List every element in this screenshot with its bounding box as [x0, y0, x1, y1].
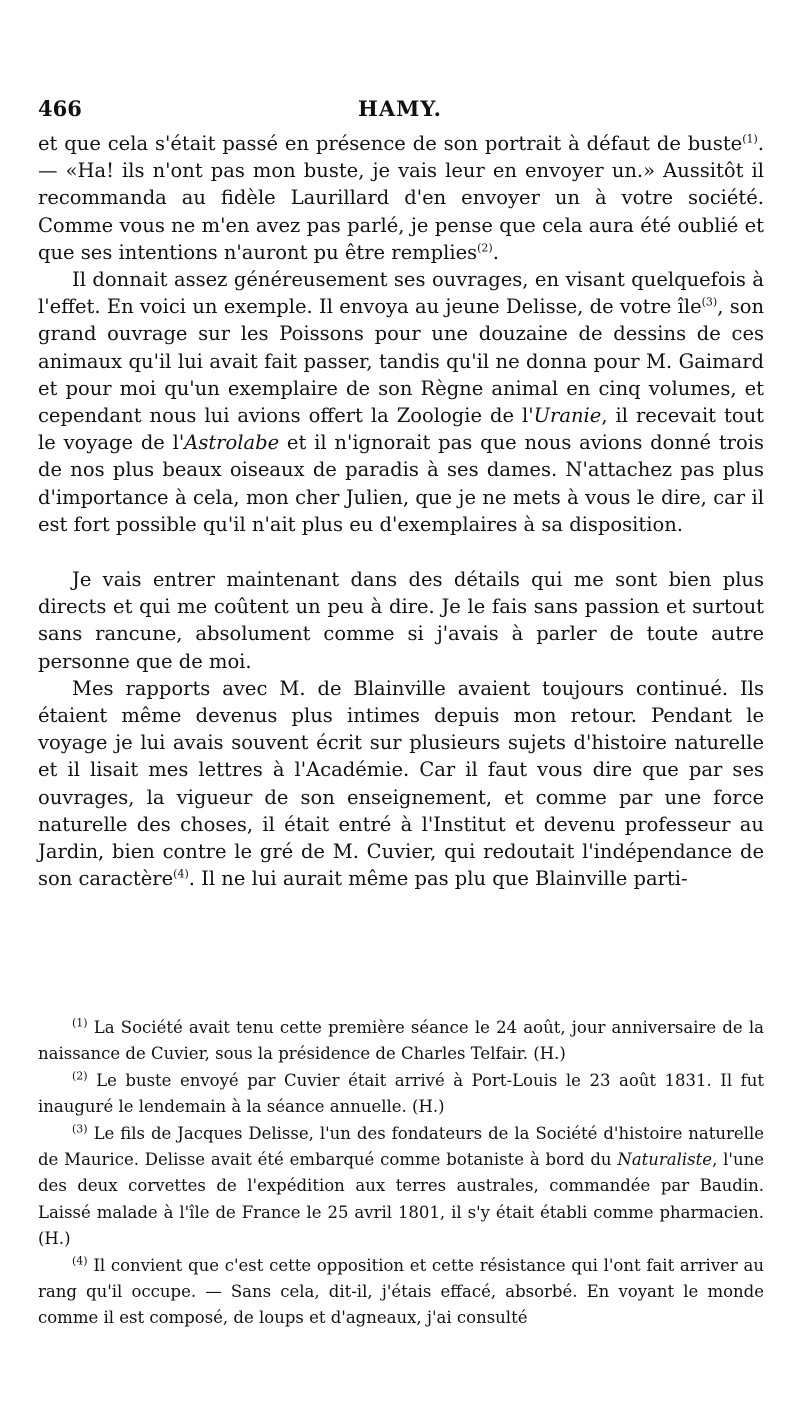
footnotes — [38, 1015, 764, 1332]
paragraph — [38, 130, 764, 266]
italic-title: Uranie — [533, 404, 602, 428]
text-run: Le fils de Jacques Delisse, l'un des fondateurs de la Société d'histoire naturelle de Maurice. Delisse avait été embarqué comme botaniste à bord du — [38, 1123, 764, 1170]
footnote-ref: (2) — [72, 1069, 88, 1083]
footnote-ref: (1) — [72, 1016, 88, 1030]
running-title: HAMY. — [358, 96, 442, 121]
text-run: Le buste envoyé par Cuvier était arrivé à Port-Louis le 23 août 1831. Il fut inauguré le lendemain à la séance annuelle. (H.) — [38, 1070, 764, 1117]
page-header — [38, 96, 762, 126]
text-run: . — «Ha! ils n'ont pas mon buste, je vais leur en envoyer un.» Aussitôt il recommanda au fidèle Laurillard d'en envoyer un à votre société. Comme vous ne m'en avez pas parlé, je pense que cela aura été oublié et que ses intentions n'auront pu être remplies — [38, 132, 764, 264]
footnote — [38, 1015, 764, 1068]
footnote-ref: (2) — [477, 241, 493, 255]
text-run: , son grand ouvrage sur les Poissons pour une douzaine de dessins de ces animaux qu'il lui avait fait passer, tandis qu'il ne donna pour M. Gaimard et pour moi qu'un exemplaire de son Règne animal en cinq volumes, et cependant nous lui avions offert la Zoologie de l' — [38, 295, 765, 428]
footnote — [38, 1068, 764, 1121]
text-run: Il donnait assez généreusement ses ouvrages, en visant quelquefois à l'effet. En voici un exemple. Il envoya au jeune Delisse, de votre île — [38, 268, 764, 319]
paragraph — [38, 266, 764, 538]
footnote-ref: (3) — [72, 1122, 88, 1136]
text-run: . — [492, 240, 499, 264]
text-run: Je vais entrer maintenant dans des détails qui me sont bien plus directs et qui me coûtent un peu à dire. Je le fais sans passion et surtout sans rancune, absolument comme si j'avais à parler de toute autre personne que de moi. — [38, 568, 764, 673]
footnote — [38, 1121, 764, 1253]
text-run: , il recevait tout le voyage de l' — [38, 404, 764, 455]
paragraph — [38, 566, 764, 675]
text-run: , l'une des deux corvettes de l'expédition aux terres australes, commandée par Baudin. Laissé malade à l'île de France le 25 avril 1801, il s'y était établi comme pharmacien. (H.) — [38, 1150, 764, 1249]
paragraph — [38, 675, 764, 893]
footnote-ref: (1) — [742, 132, 758, 146]
footnote-ref: (4) — [173, 867, 189, 881]
italic-title: Naturaliste — [617, 1150, 713, 1170]
text-run: Mes rapports avec M. de Blainville avaient toujours continué. Ils étaient même devenus plus intimes depuis mon retour. Pendant le voyage je lui avais souvent écrit sur plusieurs sujets d'histoire naturelle et il lisait mes lettres à l'Académie. Car il faut vous dire que par ses ouvrages, la vigueur de son enseignement, et comme par une force naturelle des choses, il était entré à l'Institut et devenu professeur au Jardin, bien contre le gré de M. Cuvier, qui redoutait l'indépendance de son caractère — [38, 676, 764, 891]
text-run: La Société avait tenu cette première séance le 24 août, jour anniversaire de la naissance de Cuvier, sous la présidence de Charles Telfair. (H.) — [38, 1018, 764, 1064]
footnote-ref: (3) — [701, 295, 718, 309]
italic-title: Astrolabe — [184, 431, 280, 455]
footnote-ref: (4) — [72, 1254, 88, 1268]
page-number: 466 — [38, 96, 82, 121]
text-run: et il n'ignorait pas que nous avions donné trois de nos plus beaux oiseaux de paradis à ses dames. N'attachez pas plus d'importance à cela, mon cher Julien, que je ne mets à vous le dire, car il est fort possible qu'il n'ait plus eu d'exemplaires à sa disposition. — [38, 431, 764, 536]
footnote — [38, 1253, 764, 1332]
text-run: Il convient que c'est cette opposition et cette résistance qui l'ont fait arriver au rang qu'il occupe. — Sans cela, dit-il, j'étais effacé, absorbé. En voyant le monde comme il est composé, de loups et d'agneaux, j'ai consulté — [38, 1255, 764, 1328]
text-run: . Il ne lui aurait même pas plu que Blainville parti- — [188, 867, 688, 891]
main-text — [38, 130, 764, 892]
text-run: et que cela s'était passé en présence de son portrait à défaut de buste — [38, 132, 743, 155]
